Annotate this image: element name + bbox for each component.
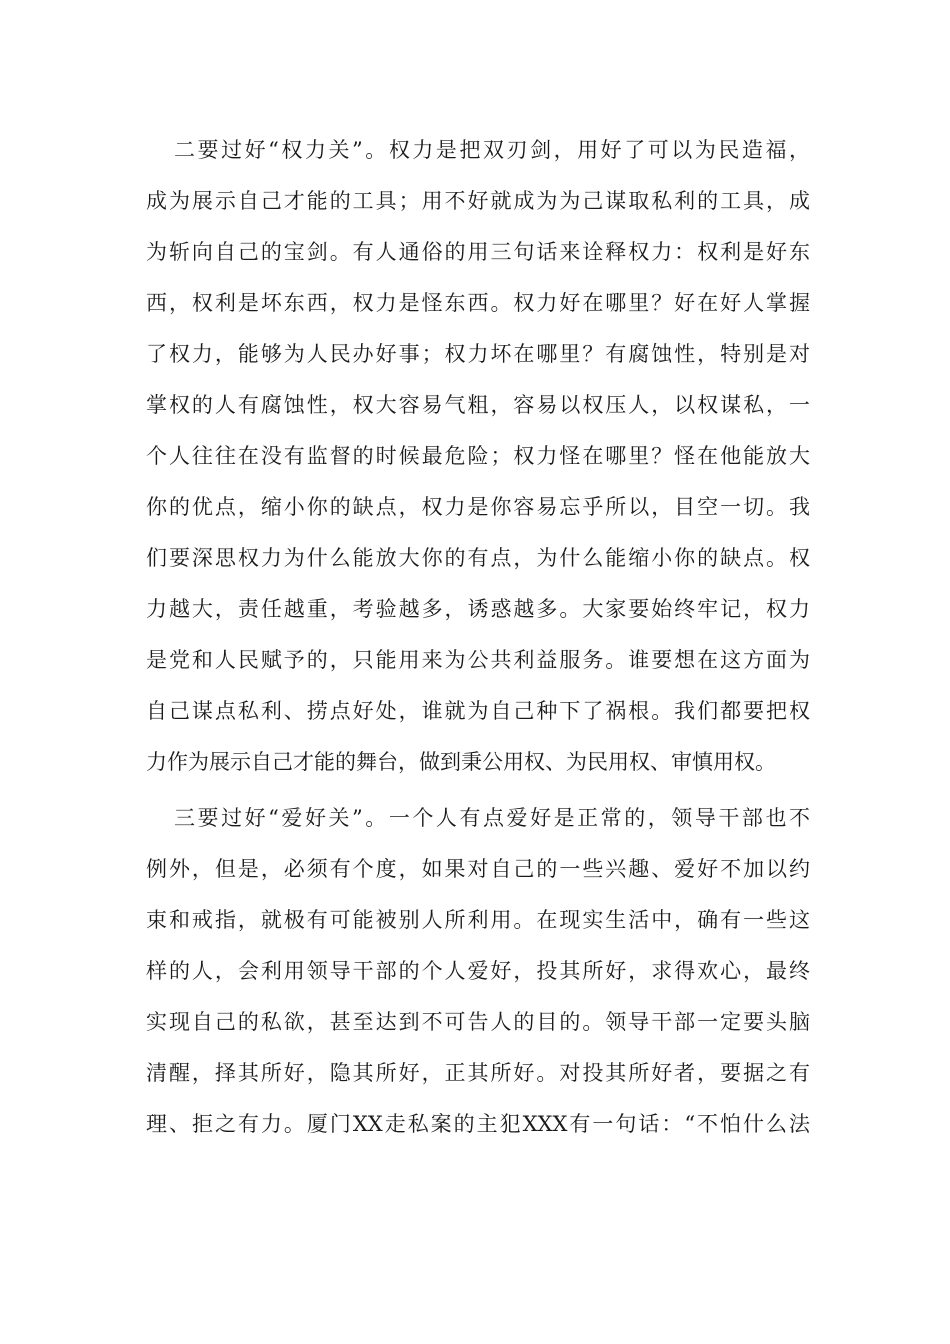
body-text bbox=[146, 130, 810, 1155]
text-line: 束和戒指，就极有可能被别人所利用。在现实生活中，确有一些这 bbox=[146, 908, 810, 932]
text-line: 了权力，能够为人民办好事；权力坏在哪里？有腐蚀性，特别是对 bbox=[146, 342, 810, 366]
text-line: 理、拒之有力。厦门XX走私案的主犯XXX有一句话：“不怕什么法 bbox=[146, 1112, 810, 1136]
text-line: 样的人，会利用领导干部的个人爱好，投其所好，求得欢心，最终 bbox=[146, 959, 810, 983]
text-line: 例外，但是，必须有个度，如果对自己的一些兴趣、爱好不加以约 bbox=[146, 857, 810, 881]
text-line: 个人往往在没有监督的时候最危险；权力怪在哪里？怪在他能放大 bbox=[146, 444, 810, 468]
text-line: 为斩向自己的宝剑。有人通俗的用三句话来诠释权力：权利是好东 bbox=[146, 240, 810, 264]
text-line: 是党和人民赋予的，只能用来为公共利益服务。谁要想在这方面为 bbox=[146, 648, 810, 672]
text-line: 成为展示自己才能的工具；用不好就成为为己谋取私利的工具，成 bbox=[146, 189, 810, 213]
text-line: 实现自己的私欲，甚至达到不可告人的目的。领导干部一定要头脑 bbox=[146, 1010, 810, 1034]
text-line: 你的优点，缩小你的缺点，权力是你容易忘乎所以，目空一切。我 bbox=[146, 495, 810, 519]
text-line: 力越大，责任越重，考验越多，诱惑越多。大家要始终牢记，权力 bbox=[146, 597, 810, 621]
paragraph-hobby bbox=[146, 798, 810, 1155]
paragraph-power bbox=[146, 130, 810, 793]
text-line: 力作为展示自己才能的舞台，做到秉公用权、为民用权、审慎用权。 bbox=[146, 750, 776, 774]
text-line: 三要过好“爱好关”。一个人有点爱好是正常的，领导干部也不 bbox=[174, 806, 810, 830]
text-line: 们要深思权力为什么能放大你的有点，为什么能缩小你的缺点。权 bbox=[146, 546, 810, 570]
text-line: 自己谋点私利、捞点好处，谁就为自己种下了祸根。我们都要把权 bbox=[146, 699, 810, 723]
text-line: 西，权利是坏东西，权力是怪东西。权力好在哪里？好在好人掌握 bbox=[146, 291, 810, 315]
text-line: 清醒，择其所好，隐其所好，正其所好。对投其所好者，要据之有 bbox=[146, 1061, 810, 1085]
text-line: 掌权的人有腐蚀性，权大容易气粗，容易以权压人，以权谋私，一 bbox=[146, 393, 810, 417]
text-line: 二要过好“权力关”。权力是把双刃剑，用好了可以为民造福， bbox=[174, 138, 810, 162]
